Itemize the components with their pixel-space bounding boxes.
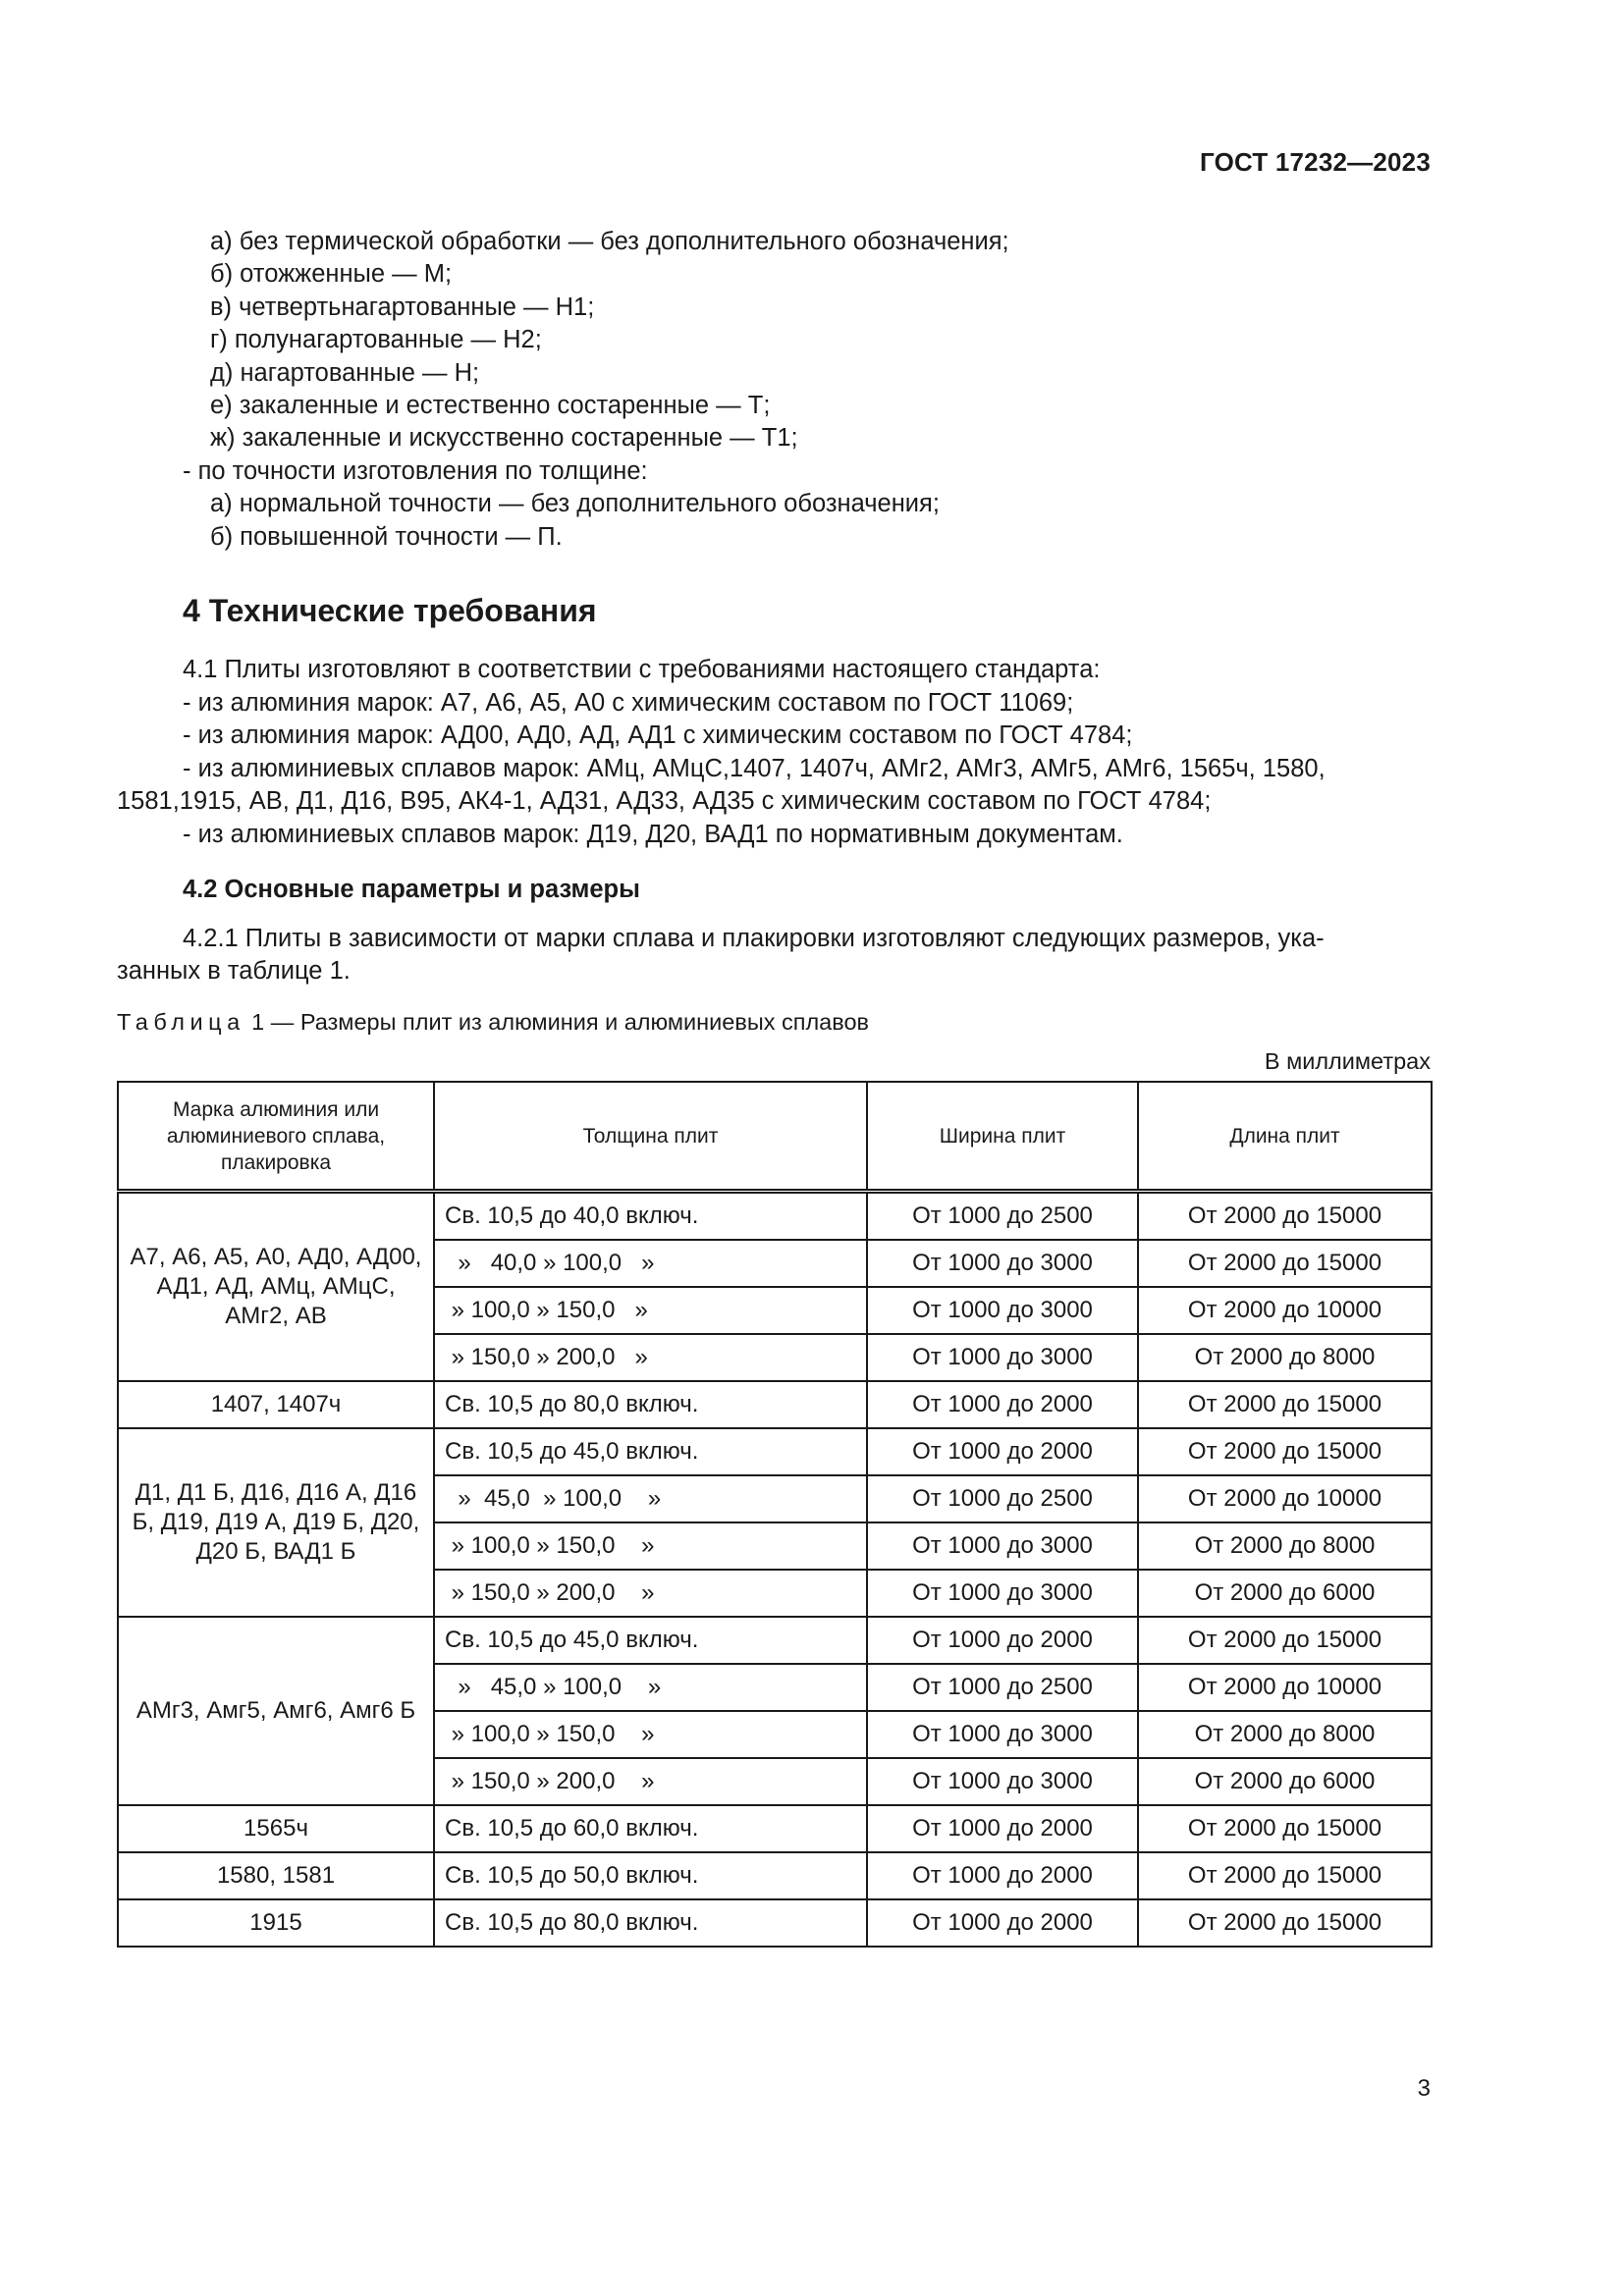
cell-width: От 1000 до 2000 <box>867 1805 1138 1852</box>
paragraph-4-2-1-continuation: занных в таблице 1. <box>117 957 351 985</box>
accuracy-item: а) нормальной точности — без дополнительного обозначения; <box>210 490 940 517</box>
cell-width: От 1000 до 2000 <box>867 1381 1138 1428</box>
cell-thickness: » 100,0 » 150,0 » <box>434 1522 867 1570</box>
cell-length: От 2000 до 15000 <box>1138 1381 1432 1428</box>
cell-thickness: » 100,0 » 150,0 » <box>434 1711 867 1758</box>
cell-grade: Д1, Д1 Б, Д16, Д16 А, Д16 Б, Д19, Д19 А, Д19 Б, Д20, Д20 Б, ВАД1 Б <box>118 1428 434 1617</box>
cell-width: От 1000 до 3000 <box>867 1711 1138 1758</box>
standard-code: ГОСТ 17232—2023 <box>1200 147 1431 177</box>
cell-length: От 2000 до 15000 <box>1138 1899 1432 1947</box>
subsection-title: 4.2 Основные параметры и размеры <box>183 876 640 903</box>
cell-width: От 1000 до 2000 <box>867 1852 1138 1899</box>
cell-grade: 1407, 1407ч <box>118 1381 434 1428</box>
cell-length: От 2000 до 15000 <box>1138 1805 1432 1852</box>
cell-thickness: Св. 10,5 до 80,0 включ. <box>434 1381 867 1428</box>
requirement-item: - из алюминиевых сплавов марок: АМц, АМцС,1407, 1407ч, АМг2, АМг3, АМг5, АМг6, 1565ч, 1580, <box>183 755 1326 782</box>
cell-length: От 2000 до 15000 <box>1138 1192 1432 1241</box>
cell-grade: 1565ч <box>118 1805 434 1852</box>
cell-length: От 2000 до 15000 <box>1138 1617 1432 1664</box>
header-thickness: Толщина плит <box>434 1082 867 1192</box>
cell-width: От 1000 до 2000 <box>867 1899 1138 1947</box>
cell-thickness: » 45,0 » 100,0 » <box>434 1664 867 1711</box>
cell-width: От 1000 до 3000 <box>867 1287 1138 1334</box>
cell-thickness: » 40,0 » 100,0 » <box>434 1240 867 1287</box>
table-row <box>118 1428 1432 1475</box>
cell-grade: 1580, 1581 <box>118 1852 434 1899</box>
temper-item: ж) закаленные и искусственно состаренные — Т1; <box>210 424 798 452</box>
accuracy-heading: - по точности изготовления по толщине: <box>183 457 648 485</box>
table-caption <box>117 1009 869 1036</box>
temper-item: е) закаленные и естественно состаренные — Т; <box>210 392 771 419</box>
cell-width: От 1000 до 2500 <box>867 1475 1138 1522</box>
header-length: Длина плит <box>1138 1082 1432 1192</box>
temper-item: в) четвертьнагартованные — Н1; <box>210 294 595 321</box>
table-row <box>118 1381 1432 1428</box>
paragraph-4-1: 4.1 Плиты изготовляют в соответствии с требованиями настоящего стандарта: <box>183 656 1101 683</box>
cell-thickness: » 150,0 » 200,0 » <box>434 1334 867 1381</box>
table-body <box>118 1192 1432 1948</box>
cell-length: От 2000 до 8000 <box>1138 1334 1432 1381</box>
cell-width: От 1000 до 3000 <box>867 1758 1138 1805</box>
requirement-item: - из алюминия марок: АД00, АД0, АД, АД1 с химическим составом по ГОСТ 4784; <box>183 721 1133 749</box>
cell-length: От 2000 до 8000 <box>1138 1522 1432 1570</box>
requirement-item-continuation: 1581,1915, АВ, Д1, Д16, В95, АК4-1, АД31, АД33, АД35 с химическим составом по ГОСТ 4784; <box>117 787 1212 815</box>
table-caption-prefix: Таблица <box>117 1009 245 1035</box>
cell-width: От 1000 до 3000 <box>867 1334 1138 1381</box>
cell-thickness: » 150,0 » 200,0 » <box>434 1758 867 1805</box>
table-units: В миллиметрах <box>1264 1048 1431 1074</box>
requirement-item: - из алюминия марок: А7, А6, А5, А0 с химическим составом по ГОСТ 11069; <box>183 689 1074 717</box>
page-number: 3 <box>1417 2075 1431 2102</box>
paragraph-4-2-1: 4.2.1 Плиты в зависимости от марки сплава и плакировки изготовляют следующих размеров, ука- <box>183 925 1325 952</box>
cell-thickness: Св. 10,5 до 60,0 включ. <box>434 1805 867 1852</box>
table-row <box>118 1852 1432 1899</box>
cell-thickness: » 100,0 » 150,0 » <box>434 1287 867 1334</box>
cell-length: От 2000 до 15000 <box>1138 1240 1432 1287</box>
table-header-row <box>118 1082 1432 1192</box>
cell-thickness: Св. 10,5 до 45,0 включ. <box>434 1617 867 1664</box>
cell-width: От 1000 до 2500 <box>867 1192 1138 1241</box>
cell-grade: А7, А6, А5, А0, АД0, АД00, АД1, АД, АМц, АМцС, АМг2, АВ <box>118 1192 434 1382</box>
cell-length: От 2000 до 15000 <box>1138 1428 1432 1475</box>
temper-item: г) полунагартованные — Н2; <box>210 326 542 353</box>
table-caption-text: 1 — Размеры плит из алюминия и алюминиевых сплавов <box>244 1009 870 1035</box>
cell-thickness: Св. 10,5 до 45,0 включ. <box>434 1428 867 1475</box>
table-row <box>118 1192 1432 1241</box>
temper-item: б) отожженные — М; <box>210 260 453 288</box>
cell-length: От 2000 до 8000 <box>1138 1711 1432 1758</box>
section-title: 4 Технические требования <box>183 593 597 628</box>
header-width: Ширина плит <box>867 1082 1138 1192</box>
accuracy-item: б) повышенной точности — П. <box>210 523 563 551</box>
cell-thickness: » 45,0 » 100,0 » <box>434 1475 867 1522</box>
table-row <box>118 1805 1432 1852</box>
temper-item: д) нагартованные — Н; <box>210 359 480 387</box>
header-grade: Марка алюминия или алюминиевого сплава, плакировка <box>118 1082 434 1192</box>
cell-grade: АМг3, Амг5, Амг6, Амг6 Б <box>118 1617 434 1805</box>
requirement-item: - из алюминиевых сплавов марок: Д19, Д20, ВАД1 по нормативным документам. <box>183 821 1123 848</box>
cell-width: От 1000 до 3000 <box>867 1522 1138 1570</box>
cell-width: От 1000 до 2000 <box>867 1428 1138 1475</box>
cell-length: От 2000 до 6000 <box>1138 1758 1432 1805</box>
cell-width: От 1000 до 3000 <box>867 1570 1138 1617</box>
cell-thickness: Св. 10,5 до 80,0 включ. <box>434 1899 867 1947</box>
table-row <box>118 1617 1432 1664</box>
cell-length: От 2000 до 10000 <box>1138 1287 1432 1334</box>
cell-grade: 1915 <box>118 1899 434 1947</box>
cell-thickness: Св. 10,5 до 50,0 включ. <box>434 1852 867 1899</box>
cell-length: От 2000 до 6000 <box>1138 1570 1432 1617</box>
cell-length: От 2000 до 15000 <box>1138 1852 1432 1899</box>
temper-item: а) без термической обработки — без дополнительного обозначения; <box>210 228 1009 255</box>
cell-width: От 1000 до 2000 <box>867 1617 1138 1664</box>
cell-thickness: » 150,0 » 200,0 » <box>434 1570 867 1617</box>
cell-thickness: Св. 10,5 до 40,0 включ. <box>434 1192 867 1241</box>
table-row <box>118 1899 1432 1947</box>
cell-width: От 1000 до 3000 <box>867 1240 1138 1287</box>
cell-width: От 1000 до 2500 <box>867 1664 1138 1711</box>
cell-length: От 2000 до 10000 <box>1138 1664 1432 1711</box>
cell-length: От 2000 до 10000 <box>1138 1475 1432 1522</box>
dimensions-table <box>117 1081 1433 1948</box>
